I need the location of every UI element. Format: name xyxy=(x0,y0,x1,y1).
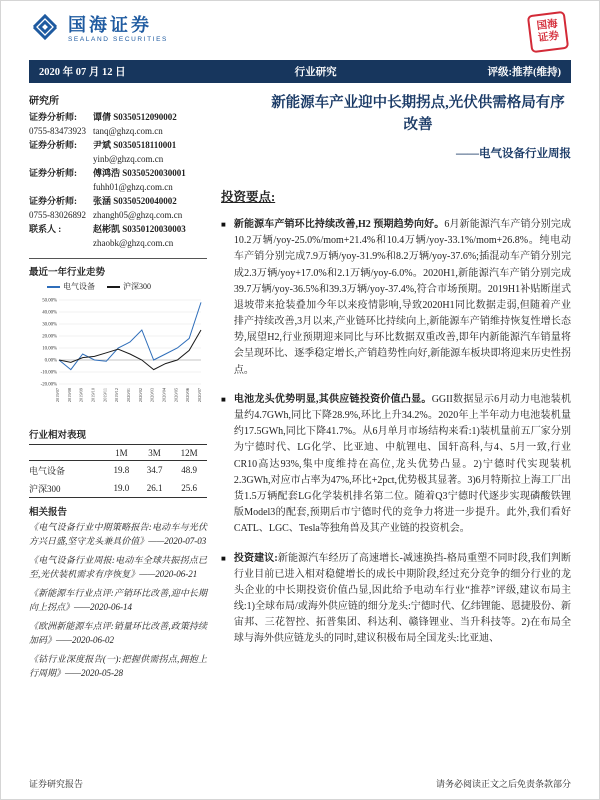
svg-text:30.00%: 30.00% xyxy=(42,322,57,328)
analyst-row xyxy=(29,195,207,222)
analyst-name: 赵彬凯 S0350120030003 xyxy=(93,224,186,234)
svg-text:50.00%: 50.00% xyxy=(42,298,57,304)
legend-line-swatch xyxy=(47,286,60,288)
trend-chart-svg xyxy=(29,292,207,424)
sidebar-divider xyxy=(29,258,207,259)
header-category: 行业研究 xyxy=(294,67,337,78)
table-cell: 26.1 xyxy=(146,483,163,493)
analyst-email: zhaobk@ghzq.com.cn xyxy=(93,237,174,248)
table-header xyxy=(29,445,105,461)
report-title: 新能源车产业迎中长期拐点,光伏供需格局有序改善 xyxy=(271,95,565,134)
svg-text:2019/09: 2019/09 xyxy=(78,388,84,403)
analyst-role: 证券分析师: xyxy=(29,168,77,178)
trend-title: 最近一年行业走势 xyxy=(29,268,106,278)
bullet-item xyxy=(221,551,571,648)
trend-legend xyxy=(47,281,207,292)
analyst-name: 尹斌 S0350518110001 xyxy=(93,140,177,150)
svg-text:2019/08: 2019/08 xyxy=(66,388,72,403)
svg-text:2020/04: 2020/04 xyxy=(161,388,167,403)
svg-text:2020/02: 2020/02 xyxy=(137,388,143,403)
table-cell: 48.9 xyxy=(181,465,197,475)
legend-label: 电气设备 xyxy=(63,282,95,291)
analyst-phone: 0755-83026892 xyxy=(29,209,86,220)
bullet-body: GGII数据显示6月动力电池装机量约4.7GWh,同比下降28.9%,环比上升34.2%。2020年上半年动力电池装机量约17.5GWh,同比下降41.7%。从6月单月市场结构来看:1)装机量前五厂家分别为宁德时代、LG化学、比亚迪、中航锂电、国轩高科,与4、5月一致,行业CR10高达93%,集中度维持在高位,龙头优势凸显。2)宁德时代实现装机2.3GWh,对应市占率为47%,环比+2pct,优势极其显著。3)6月特斯拉上海工厂出货1.5万辆配套LG化学装机排名第二位。随着Q3宁德时代逐步实现磷酸铁锂版Model3的配套,预期后市宁德时代的竞争力将进一步提升。此外,我们看好CATL、LGC、Tesla等独角兽及其产业链的投资机会。 xyxy=(233,393,571,535)
company-seal-text: 国海证券 xyxy=(536,18,560,45)
bullet-text xyxy=(234,392,571,538)
analyst-name: 谭倩 S0350512090002 xyxy=(93,112,177,122)
company-seal xyxy=(527,11,569,53)
table-cell: 34.7 xyxy=(146,465,163,475)
analyst-email: yinb@ghzq.com.cn xyxy=(93,153,164,164)
legend-line-swatch xyxy=(107,286,120,288)
svg-text:2019/07: 2019/07 xyxy=(55,388,60,403)
svg-text:40.00%: 40.00% xyxy=(42,310,57,316)
bullet-body: 新能源汽车经历了高速增长-减速换挡-格局重塑不同时段,我们判断行业目前已进入相对稳健增长的成长中期阶段,经过充分竞争的细分行业的龙头企业的中长期投资价值凸显,因此给予电动车行业“推荐”评级,建议布局主线:1)全球布局/或海外供应链的细分龙头:宁德时代、亿纬锂能、恩捷股份、新宙邦、三花智控、拓普集团、科达利、赣锋锂业、当升科技等。2)在布局全球与海外供应链龙头的同时,建议积极布局全国龙头:比亚迪、 xyxy=(233,552,571,645)
svg-text:10.00%: 10.00% xyxy=(42,346,57,352)
page-footer xyxy=(29,777,571,790)
top-row xyxy=(29,11,571,57)
footer-disclaimer: 请务必阅读正文之后免责条款部分 xyxy=(435,779,571,789)
related-report-item[interactable]: 《新能源车行业点评:产销环比改善,迎中长期向上拐点》——2020-06-14 xyxy=(29,588,207,612)
related-report-item[interactable]: 《电气设备行业中期策略报告:电动车与光伏方兴日盛,坚守龙头兼具价值》——2020-07-03 xyxy=(29,522,207,546)
main-content xyxy=(221,92,571,686)
bullet-lead: 电池龙头优势明显,其供应链投资价值凸显。 xyxy=(233,393,432,405)
analyst-row xyxy=(29,167,207,194)
brand-name-en: SEALAND SECURITIES xyxy=(68,35,168,43)
bullet-marker xyxy=(221,217,226,379)
header-bar xyxy=(29,60,571,83)
svg-text:-20.00%: -20.00% xyxy=(40,382,57,388)
svg-text:0.00%: 0.00% xyxy=(44,358,57,364)
bullet-lead: 新能源车产销环比持续改善,H2 预期趋势向好。 xyxy=(233,218,445,230)
brand xyxy=(29,11,168,48)
table-header: 12M xyxy=(180,447,198,458)
footer-left: 证券研究报告 xyxy=(29,779,84,789)
svg-text:2019/11: 2019/11 xyxy=(102,388,108,402)
svg-text:-10.00%: -10.00% xyxy=(40,370,57,376)
svg-text:20.00%: 20.00% xyxy=(42,334,57,340)
svg-text:2020/01: 2020/01 xyxy=(126,388,131,403)
bullet-marker xyxy=(221,392,226,538)
bullet-item xyxy=(221,217,571,379)
report-subtitle: ——电气设备行业周报 xyxy=(456,147,571,160)
table-row xyxy=(29,479,207,498)
brand-text xyxy=(68,16,168,43)
analyst-role: 证券分析师: xyxy=(29,140,77,150)
svg-text:2019/10: 2019/10 xyxy=(90,388,96,403)
svg-text:2020/07: 2020/07 xyxy=(197,388,202,403)
legend-item xyxy=(107,281,151,292)
relative-performance-table xyxy=(29,444,207,498)
header-date: 2020 年 07 月 12 日 xyxy=(39,67,126,78)
bullet-text xyxy=(234,551,571,648)
bullet-body: 6月新能源汽车产销分别完成10.2万辆/yoy-25.0%/mom+21.4%和10.4万辆/yoy-33.1%/mom+26.8%。纯电动车产销分别完成7.9万辆/yoy-31.9%和8.2万辆/yoy-37.6%;插混动车产销分别完成2.3万辆/yoy+17.0%和2.1万辆/yoy-6.0%。2020H1,新能源汽车产销分别完成39.7万辆/yoy-36.5%和39.3万辆/yoy-37.4%,符合市场预期。2019H1补贴断崖式退坡带来抢装叠加今年以来疫情影响,导致2020H1同比数据走弱,但随着产业排产持续改善,3月以来,产业链环比持续向上,新能源车产销维持恢复性增长态势,展望H2,行业预期迎来同比与环比数据双重改善,即年内新能源汽车销量将会呈现环比、逐季稳定增长,产销趋势性向好,新能源车板块即将迎来历史性拐点。 xyxy=(233,218,571,376)
table-row xyxy=(29,461,207,480)
sidebar xyxy=(29,92,207,686)
analyst-row xyxy=(29,111,207,138)
header-rating: 评级:推荐(维持) xyxy=(487,67,561,78)
analyst-role: 证券分析师: xyxy=(29,196,77,206)
related-report-item[interactable]: 《电气设备行业周报:电动车全球共振拐点已至,光伏装机需求有序恢复》——2020-06-21 xyxy=(29,555,207,579)
svg-text:2019/12: 2019/12 xyxy=(114,388,120,403)
analyst-phone: 0755-83473923 xyxy=(29,125,86,136)
table-header: 3M xyxy=(148,447,161,458)
table-header: 1M xyxy=(115,447,128,458)
svg-text:2020/05: 2020/05 xyxy=(173,388,179,403)
svg-text:2020/03: 2020/03 xyxy=(149,388,155,403)
related-reports-title: 相关报告 xyxy=(29,508,68,518)
bullet-lead: 投资建议: xyxy=(233,552,278,564)
legend-item xyxy=(47,281,95,292)
analyst-name: 张涵 S0350520040002 xyxy=(93,196,177,206)
analyst-role: 联系人 : xyxy=(29,224,62,234)
table-cell: 沪深300 xyxy=(29,483,61,494)
legend-label: 沪深300 xyxy=(123,282,151,291)
bullet-text xyxy=(234,217,571,379)
analyst-name: 傅鸿浩 S0350520030001 xyxy=(93,168,186,178)
content-columns xyxy=(29,92,571,686)
bullet-item xyxy=(221,392,571,538)
analyst-email: zhangh05@ghzq.com.cn xyxy=(93,209,183,220)
analyst-role: 证券分析师: xyxy=(29,112,77,122)
svg-text:2020/06: 2020/06 xyxy=(185,388,191,403)
table-cell: 25.6 xyxy=(181,483,197,493)
institute-label: 研究所 xyxy=(29,96,59,107)
related-report-item[interactable]: 《欧洲新能源车点评:销量环比改善,政策持续加码》——2020-06-02 xyxy=(29,621,207,645)
investment-highlights-heading: 投资要点: xyxy=(221,189,276,204)
brand-logo-icon xyxy=(29,11,61,48)
analyst-row xyxy=(29,139,207,166)
table-cell: 19.8 xyxy=(113,465,130,475)
analyst-email: tanq@ghzq.com.cn xyxy=(93,125,163,136)
brand-name-cn: 国海证券 xyxy=(68,15,152,36)
trend-chart xyxy=(29,292,207,424)
related-report-item[interactable]: 《钴行业深度报告(一):把握供需拐点,拥抱上行周期》——2020-05-28 xyxy=(29,654,207,678)
table-cell: 19.0 xyxy=(113,483,130,493)
bullet-marker xyxy=(221,551,226,648)
analyst-email: fuhh01@ghzq.com.cn xyxy=(93,181,173,192)
analyst-row xyxy=(29,223,207,250)
table-cell: 电气设备 xyxy=(29,465,66,476)
relative-performance-title: 行业相对表现 xyxy=(29,431,87,441)
